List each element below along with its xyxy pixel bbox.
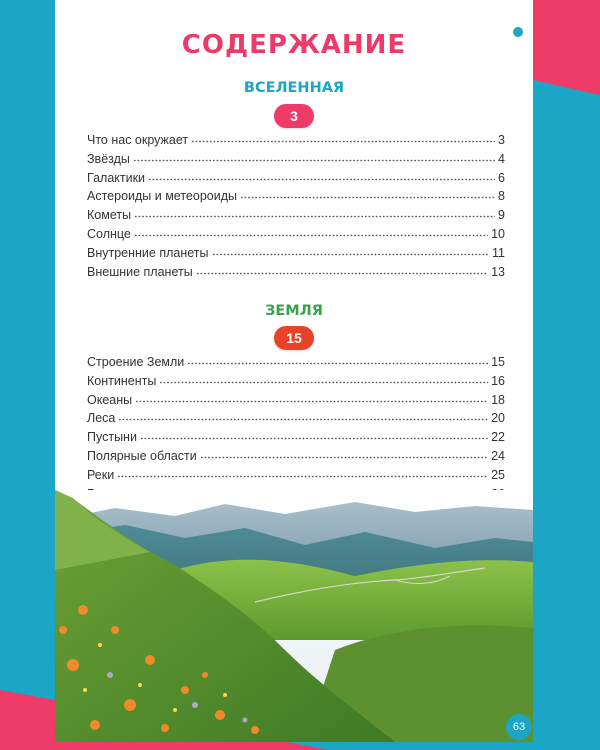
dot-leader — [140, 437, 488, 440]
decorative-dot — [513, 27, 523, 37]
toc-entry-page: 18 — [491, 392, 505, 407]
toc-entry-label: Внешние планеты — [87, 264, 193, 279]
toc-entry[interactable] — [87, 133, 505, 152]
toc-entry[interactable] — [87, 430, 505, 449]
page-number: 63 — [506, 714, 532, 740]
toc-entry-label: Что нас окружает — [87, 133, 189, 147]
dot-leader — [191, 140, 495, 143]
toc-entry-label: Строение Земли — [87, 355, 185, 369]
toc-entry[interactable] — [87, 468, 505, 487]
dot-leader — [200, 456, 488, 459]
toc-entry[interactable] — [87, 374, 505, 393]
dot-leader — [118, 418, 488, 421]
toc-entry[interactable] — [87, 411, 505, 430]
section-heading-universe: ВСЕЛЕННАЯ — [243, 80, 345, 96]
toc-entry-label: Солнце — [87, 226, 131, 241]
mountain-landscape-image — [55, 490, 533, 742]
dot-leader — [134, 215, 495, 218]
dot-leader — [134, 234, 488, 237]
dot-leader — [148, 178, 495, 181]
toc-list-universe — [87, 133, 505, 283]
toc-entry-page: 13 — [491, 264, 505, 279]
dot-leader — [212, 253, 490, 256]
toc-entry[interactable] — [87, 171, 505, 190]
toc-entry-page: 20 — [491, 411, 505, 426]
toc-entry-label: Леса — [87, 411, 116, 426]
toc-entry-label: Полярные области — [87, 448, 197, 463]
toc-entry-page: 25 — [491, 467, 505, 482]
dot-leader — [117, 475, 488, 478]
toc-entry-label: Звёзды — [87, 151, 130, 166]
toc-entry-page: 4 — [498, 151, 505, 166]
dot-leader — [159, 381, 488, 384]
section-heading-earth: ЗЕМЛЯ — [265, 303, 323, 319]
toc-entry-page: 24 — [491, 448, 505, 463]
page-title: СОДЕРЖАНИЕ — [181, 30, 407, 60]
toc-entry-page: 9 — [498, 208, 505, 223]
toc-entry[interactable] — [87, 189, 505, 208]
toc-entry-label: Кометы — [87, 208, 132, 223]
toc-entry-label: Внутренние планеты — [87, 245, 209, 260]
dot-leader — [135, 400, 488, 403]
section-page-badge-universe: 3 — [274, 104, 314, 128]
book-page — [55, 0, 533, 742]
toc-entry[interactable] — [87, 208, 505, 227]
toc-list-earth — [87, 355, 505, 505]
toc-entry[interactable] — [87, 355, 505, 374]
toc-entry-page: 6 — [498, 170, 505, 185]
dot-leader — [196, 272, 488, 275]
toc-entry[interactable] — [87, 246, 505, 265]
toc-entry-page: 10 — [491, 226, 505, 241]
toc-entry-label: Реки — [87, 467, 115, 482]
toc-entry[interactable] — [87, 265, 505, 284]
toc-entry-page: 15 — [491, 355, 505, 369]
toc-entry-label: Океаны — [87, 392, 133, 407]
toc-entry[interactable] — [87, 449, 505, 468]
toc-entry-label: Астероиды и метеороиды — [87, 189, 237, 204]
toc-entry[interactable] — [87, 152, 505, 171]
toc-entry[interactable] — [87, 393, 505, 412]
dot-leader — [240, 196, 495, 199]
dot-leader — [187, 362, 488, 365]
toc-entry-label: Континенты — [87, 373, 157, 388]
section-page-badge-earth: 15 — [274, 326, 314, 350]
toc-entry-page: 8 — [498, 189, 505, 204]
toc-entry-page: 22 — [491, 430, 505, 445]
toc-entry-page: 11 — [492, 245, 505, 260]
toc-entry-label: Пустыни — [87, 430, 137, 445]
dot-leader — [133, 159, 495, 162]
toc-entry[interactable] — [87, 227, 505, 246]
toc-entry-page: 3 — [498, 133, 505, 147]
toc-entry-page: 16 — [491, 373, 505, 388]
toc-entry-label: Галактики — [87, 170, 146, 185]
